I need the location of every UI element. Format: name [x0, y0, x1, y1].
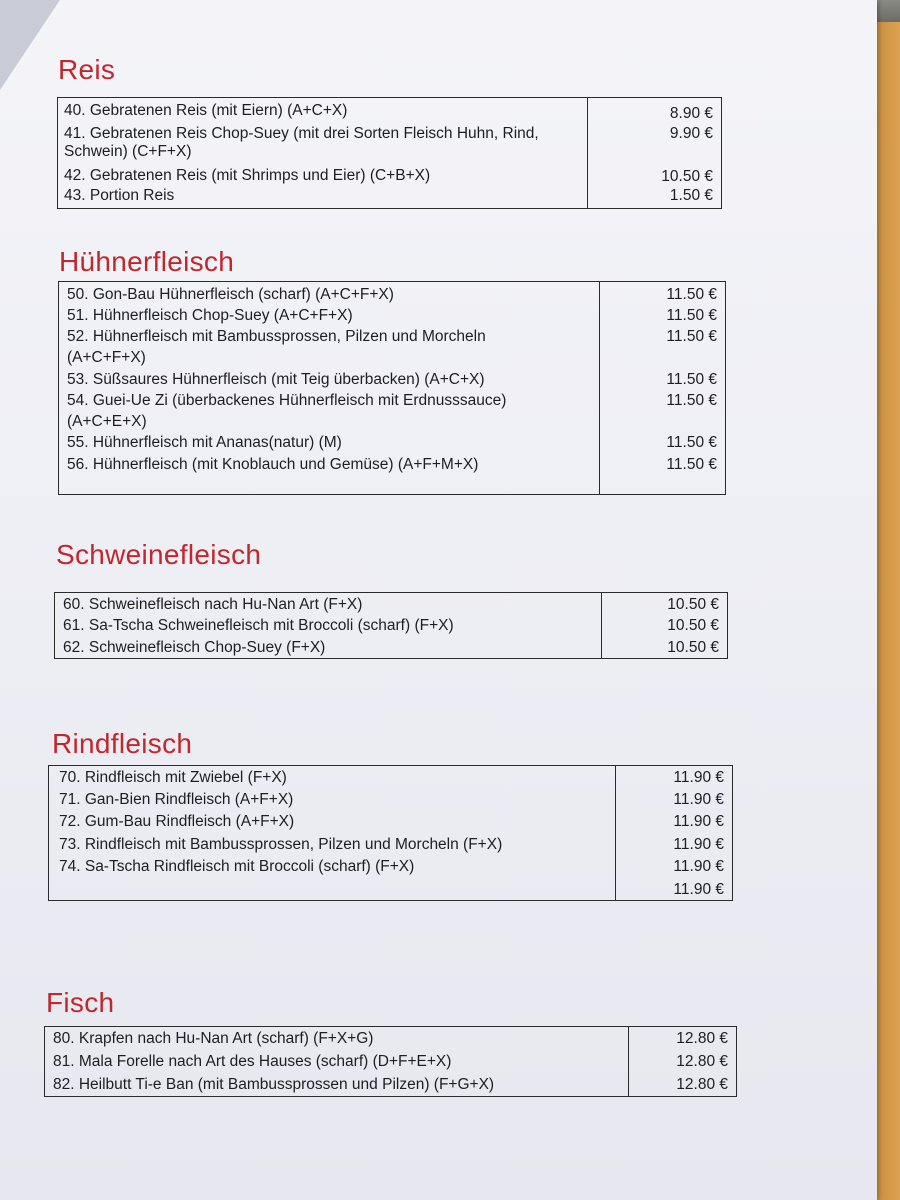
column-divider: [615, 766, 616, 900]
item-price: 10.50 €: [667, 596, 719, 613]
item-name: 81. Mala Forelle nach Art des Hauses (scharf) (D+F+E+X): [53, 1053, 452, 1070]
menu-table-huehnerfleisch: [58, 281, 726, 495]
item-price: 12.80 €: [676, 1030, 728, 1047]
item-price: 11.50 €: [666, 286, 717, 303]
page-corner: [0, 0, 60, 90]
item-name: 82. Heilbutt Ti-e Ban (mit Bambussprossen und Pilzen) (F+G+X): [53, 1076, 495, 1093]
item-price: 11.90 €: [673, 836, 724, 853]
column-divider: [599, 282, 600, 494]
section-reis: [58, 54, 115, 86]
item-name: 41. Gebratenen Reis Chop-Suey (mit drei Sorten Fleisch Huhn, Rind,: [64, 125, 539, 142]
item-price: 11.90 €: [673, 858, 724, 875]
section-schweinefleisch: [56, 539, 261, 571]
item-name: 50. Gon-Bau Hühnerfleisch (scharf) (A+C+F+X): [67, 286, 394, 303]
item-name: 52. Hühnerfleisch mit Bambussprossen, Pilzen und Morcheln: [67, 328, 486, 345]
item-name: 56. Hühnerfleisch (mit Knoblauch und Gemüse) (A+F+M+X): [67, 456, 479, 473]
section-title: Reis: [58, 54, 116, 85]
item-price: 11.50 €: [666, 392, 717, 409]
item-price: 10.50 €: [667, 617, 719, 634]
column-divider: [601, 593, 602, 658]
item-price: 11.90 €: [673, 881, 724, 898]
item-name: 73. Rindfleisch mit Bambussprossen, Pilzen und Morcheln (F+X): [59, 836, 503, 853]
section-huehnerfleisch: [59, 246, 234, 278]
item-name: 74. Sa-Tscha Rindfleisch mit Broccoli (scharf) (F+X): [59, 858, 415, 875]
item-price: 11.50 €: [666, 456, 717, 473]
item-price: 9.90 €: [669, 125, 713, 142]
menu-table-rindfleisch: [48, 765, 733, 901]
item-name: 42. Gebratenen Reis (mit Shrimps und Eier) (C+B+X): [64, 167, 431, 184]
item-name: 72. Gum-Bau Rindfleisch (A+F+X): [59, 813, 295, 830]
item-name: 43. Portion Reis: [64, 187, 175, 204]
item-name: 54. Guei-Ue Zi (überbackenes Hühnerfleisch mit Erdnusssauce): [67, 392, 507, 409]
item-name: 53. Süßsaures Hühnerfleisch (mit Teig überbacken) (A+C+X): [67, 371, 485, 388]
menu-table-reis: [57, 97, 722, 209]
item-price: 11.90 €: [673, 769, 724, 786]
item-price: 11.90 €: [673, 813, 724, 830]
item-price: 1.50 €: [669, 187, 713, 204]
item-price: 10.50 €: [667, 639, 719, 656]
item-price: 8.90 €: [669, 105, 713, 122]
item-name: 60. Schweinefleisch nach Hu-Nan Art (F+X): [63, 596, 363, 613]
item-price: 10.50 €: [661, 168, 713, 185]
item-name-continued: (A+C+E+X): [67, 413, 147, 430]
item-price: 11.50 €: [666, 371, 717, 388]
column-divider: [587, 98, 588, 208]
item-name-continued: (A+C+F+X): [67, 349, 146, 366]
menu-table-fisch: [44, 1026, 737, 1097]
column-divider: [628, 1027, 629, 1096]
section-rindfleisch: [52, 728, 192, 760]
item-price: 12.80 €: [676, 1053, 728, 1070]
item-name: 51. Hühnerfleisch Chop-Suey (A+C+F+X): [67, 307, 353, 324]
item-price: 11.90 €: [673, 791, 724, 808]
item-name: 40. Gebratenen Reis (mit Eiern) (A+C+X): [64, 102, 348, 119]
section-fisch: [46, 987, 114, 1019]
item-price: 11.50 €: [666, 434, 717, 451]
item-name: 80. Krapfen nach Hu-Nan Art (scharf) (F+X+G): [53, 1030, 374, 1047]
item-name: 55. Hühnerfleisch mit Ananas(natur) (M): [67, 434, 342, 451]
menu-table-schweinefleisch: [54, 592, 728, 659]
item-name-continued: Schwein) (C+F+X): [64, 143, 192, 160]
section-title: Hühnerfleisch: [59, 246, 235, 277]
item-name: 62. Schweinefleisch Chop-Suey (F+X): [63, 639, 326, 656]
section-title: Fisch: [46, 987, 115, 1018]
section-title: Rindfleisch: [52, 728, 193, 759]
item-price: 12.80 €: [676, 1076, 728, 1093]
item-price: 11.50 €: [666, 307, 717, 324]
item-name: 61. Sa-Tscha Schweinefleisch mit Broccoli (scharf) (F+X): [63, 617, 454, 634]
item-name: 70. Rindfleisch mit Zwiebel (F+X): [59, 769, 287, 786]
section-title: Schweinefleisch: [56, 539, 262, 570]
item-name: 71. Gan-Bien Rindfleisch (A+F+X): [59, 791, 294, 808]
item-price: 11.50 €: [666, 328, 717, 345]
